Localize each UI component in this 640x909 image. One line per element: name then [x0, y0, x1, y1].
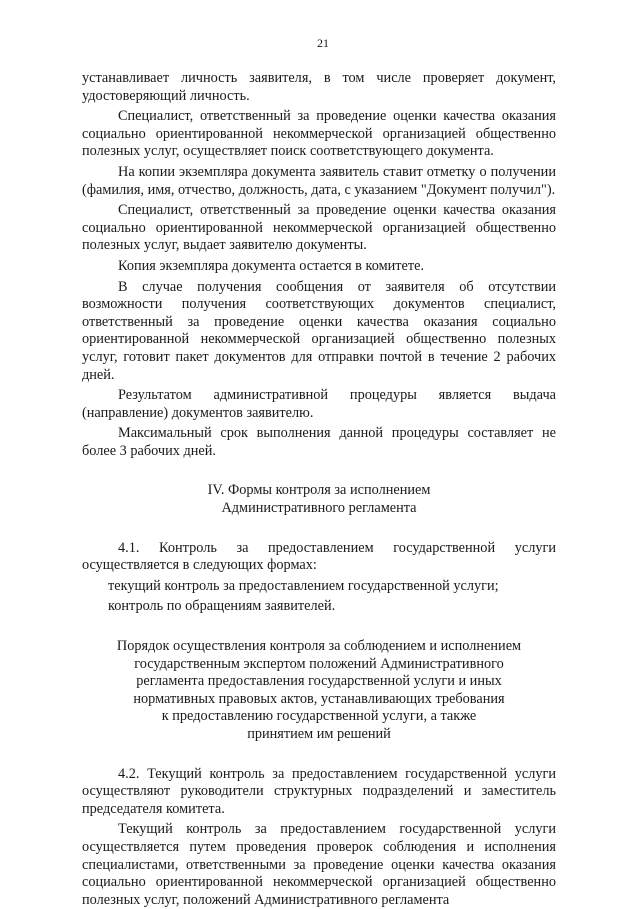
subsection-title-line-6: принятием им решений	[247, 726, 391, 742]
paragraph-1: Специалист, ответственный за проведение оценки качества оказания социально ориентированной некоммерческой организацией общественно полезных услуг, осуществляет поиск соответствующего документа.	[82, 108, 556, 160]
paragraph-0: устанавливает личность заявителя, в том числе проверяет документ, удостоверяющий личность.	[82, 70, 556, 104]
paragraph-2: На копии экземпляра документа заявитель ставит отметку о получении (фамилия, имя, отчество, должность, дата, с указанием "Документ получил").	[82, 163, 556, 198]
section-title-line-1: IV. Формы контроля за исполнением	[207, 482, 431, 499]
subsection-title-line-5: к предоставлению государственной услуги, а также	[161, 708, 477, 725]
subsection-title	[82, 638, 556, 744]
paragraph-4-2: 4.2. Текущий контроль за предоставлением государственной услуги осуществляют руководители структурных подразделений и заместитель председателя комитета.	[82, 765, 556, 817]
page-number: 21	[317, 36, 329, 50]
subsection-title-line-4: нормативных правовых актов, устанавливающих требования	[133, 690, 505, 707]
subsection-title-line-2: государственным экспертом положений Административного	[134, 655, 504, 672]
paragraph-current-control-method: Текущий контроль за предоставлением государственной услуги осуществляется путем проведения проверок соблюдения и исполнения специалистами, ответственными за проведение оценки качества оказания социально ориентированной некоммерческой организацией общественно полезных услуг, положений Административного регламента	[82, 821, 556, 908]
list-item-appeals-control: контроль по обращениям заявителей.	[108, 598, 336, 615]
paragraph-3: Специалист, ответственный за проведение оценки качества оказания социально ориентированной некоммерческой организацией общественно полезных услуг, выдает заявителю документы.	[82, 202, 556, 254]
paragraph-5: В случае получения сообщения от заявителя об отсутствии возможности получения соответствующих документов специалист, ответственный за проведение оценки качества оказания социально ориентированной некоммерческой организацией общественно полезных услуг, готовит пакет документов для отправки почтой в течение 2 рабочих дней.	[82, 278, 556, 383]
section-title-line-2: Административного регламента	[221, 500, 417, 517]
paragraph-6: Результатом административной процедуры является выдача (направление) документов заявителю.	[82, 387, 556, 421]
list-item-current-control: текущий контроль за предоставлением государственной услуги;	[108, 577, 499, 594]
subsection-title-line-1: Порядок осуществления контроля за соблюдением и исполнением	[116, 638, 522, 655]
subsection-title-line-3: регламента предоставления государственной услуги и иных	[136, 673, 502, 690]
paragraph-7: Максимальный срок выполнения данной процедуры составляет не более 3 рабочих дней.	[82, 425, 556, 459]
section-title	[82, 482, 556, 517]
paragraph-4: Копия экземпляра документа остается в комитете.	[118, 257, 425, 274]
paragraph-4-1: 4.1. Контроль за предоставлением государственной услуги осуществляется в следующих формах:	[82, 539, 556, 574]
